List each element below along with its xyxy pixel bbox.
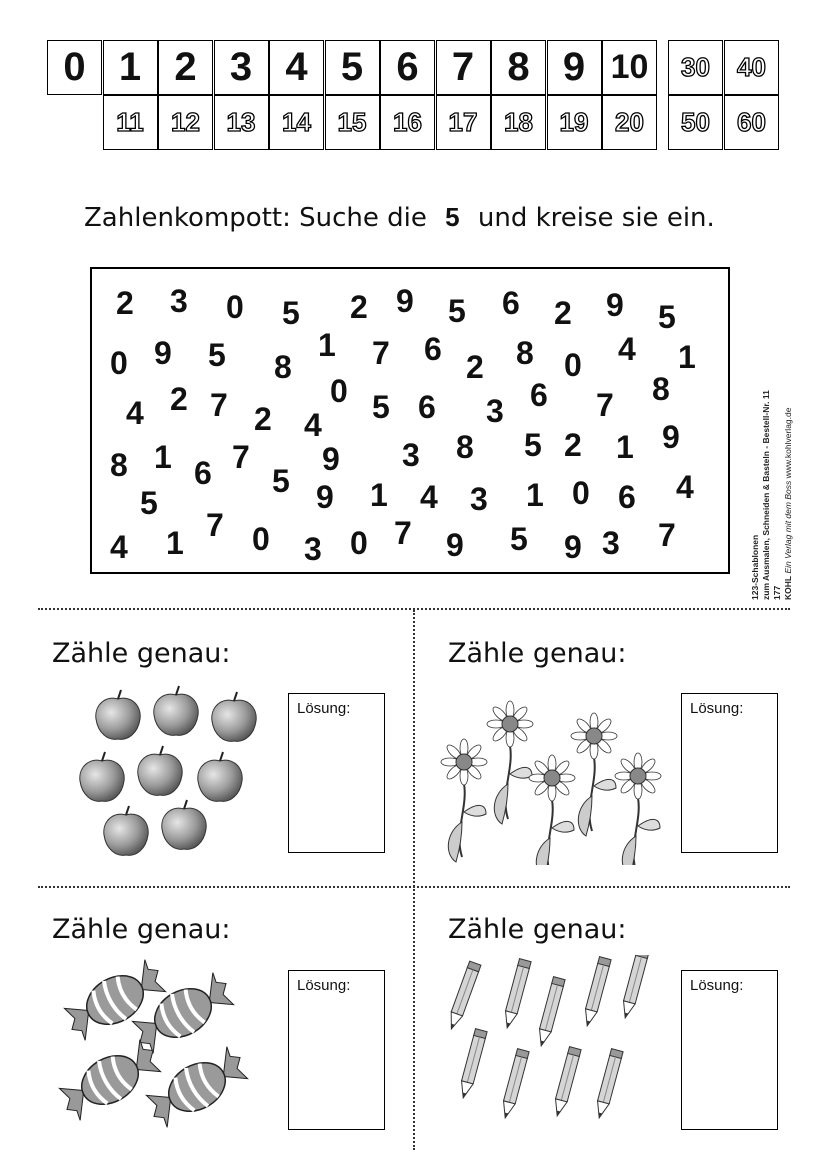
search-digit[interactable]: 5 (448, 293, 466, 329)
number-label: 7 (451, 45, 475, 89)
count-title-pencils: Zähle genau: (448, 914, 627, 945)
count-title-apples: Zähle genau: (52, 638, 231, 669)
search-digit[interactable]: 5 (272, 463, 290, 499)
search-digit[interactable]: 2 (170, 381, 188, 417)
number-label: 17 (448, 107, 478, 137)
search-digit[interactable]: 6 (502, 285, 520, 321)
number-label: 1 (118, 45, 142, 89)
search-digit[interactable]: 1 (318, 327, 336, 363)
number-label: 50 (681, 107, 710, 137)
search-digit[interactable]: 9 (396, 283, 414, 319)
number-cell-8 (491, 40, 546, 95)
search-digit[interactable]: 5 (140, 485, 158, 521)
number-label: 2 (174, 45, 197, 89)
search-digit[interactable]: 8 (456, 429, 474, 465)
search-digit[interactable]: 7 (394, 515, 412, 551)
search-digit[interactable]: 0 (330, 373, 348, 409)
search-digit[interactable]: 9 (446, 527, 464, 563)
search-digit[interactable]: 0 (226, 289, 244, 325)
answer-label: Lösung: (690, 977, 744, 994)
digit-search-box (90, 267, 730, 574)
search-digit[interactable]: 9 (606, 287, 624, 323)
search-digit[interactable]: 9 (154, 335, 172, 371)
number-label: 13 (226, 107, 256, 137)
search-digit[interactable]: 4 (676, 469, 694, 505)
flowers-icon (438, 700, 678, 865)
task-sentence (84, 202, 764, 233)
number-label: 19 (559, 107, 589, 137)
number-label: 60 (737, 107, 766, 137)
number-label: 15 (337, 107, 367, 137)
search-digit[interactable]: 0 (572, 475, 590, 511)
number-label: 16 (393, 107, 422, 137)
number-label: 14 (282, 107, 311, 137)
search-digit[interactable]: 7 (596, 387, 614, 423)
publisher-tagline: Ein Verlag mit dem Boss (783, 480, 793, 574)
task-suffix: und kreise sie ein. (477, 203, 715, 233)
publisher-brand: KOHL (783, 575, 793, 600)
search-digit[interactable]: 8 (274, 349, 292, 385)
answer-box-pencils[interactable] (681, 970, 778, 1130)
search-digit[interactable]: 5 (372, 389, 390, 425)
number-cell-3 (214, 40, 269, 95)
search-digit[interactable]: 1 (616, 429, 634, 465)
answer-label: Lösung: (690, 700, 744, 717)
number-label: 4 (285, 45, 308, 89)
publisher-note (750, 385, 793, 600)
number-cell-40 (724, 40, 779, 95)
search-digit[interactable]: 1 (526, 477, 544, 513)
search-digit[interactable]: 7 (372, 335, 390, 371)
number-cell-4 (269, 40, 324, 95)
number-label: 6 (396, 45, 419, 89)
publisher-line1: 123-Schablonen (750, 534, 760, 600)
search-digit[interactable]: 6 (418, 389, 436, 425)
apples-icon (70, 685, 270, 860)
search-digit[interactable]: 2 (116, 285, 134, 321)
number-cell-13 (214, 95, 269, 150)
number-label: 3 (229, 45, 253, 89)
publisher-line2: zum Ausmalen, Schneiden & Basteln - Bestell-Nr. 11 177 (761, 390, 782, 600)
search-digit[interactable]: 6 (424, 331, 442, 367)
search-digit[interactable]: 8 (652, 371, 670, 407)
number-label: 8 (507, 45, 530, 89)
number-cell-12 (158, 95, 213, 150)
search-digit[interactable]: 9 (564, 529, 582, 565)
search-digit[interactable]: 1 (166, 525, 184, 561)
search-digit[interactable]: 7 (232, 439, 250, 475)
search-digit[interactable]: 0 (252, 521, 270, 557)
number-cell-2 (158, 40, 213, 95)
search-digit[interactable]: 3 (402, 437, 420, 473)
search-digit[interactable]: 1 (154, 439, 172, 475)
number-cell-5 (325, 40, 380, 95)
search-digit[interactable]: 6 (618, 479, 636, 515)
number-label: 20 (615, 107, 644, 137)
search-digit[interactable]: 3 (486, 393, 504, 429)
answer-box-candies[interactable] (288, 970, 385, 1130)
search-digit[interactable]: 5 (208, 337, 226, 373)
search-digit[interactable]: 3 (470, 481, 488, 517)
task-prefix: Zahlenkompott: Suche die (84, 203, 427, 233)
search-digit[interactable]: 7 (658, 517, 676, 553)
search-digit[interactable]: 5 (510, 521, 528, 557)
count-title-candies: Zähle genau: (52, 914, 231, 945)
number-cell-6 (380, 40, 435, 95)
number-label: 0 (63, 45, 86, 89)
number-label: 12 (171, 107, 200, 137)
number-cell-19 (547, 95, 602, 150)
number-cell-15 (325, 95, 380, 150)
search-digit[interactable]: 9 (662, 419, 680, 455)
number-label: 9 (562, 45, 586, 89)
search-digit[interactable]: 3 (304, 531, 322, 567)
search-digit[interactable]: 4 (618, 331, 636, 367)
number-cell-1 (103, 40, 158, 95)
number-cell-0 (47, 40, 102, 95)
number-label: 18 (504, 107, 533, 137)
search-digit[interactable]: 2 (350, 289, 368, 325)
number-cell-60 (724, 95, 779, 150)
search-digit[interactable]: 0 (350, 525, 368, 561)
number-cell-30 (668, 40, 723, 95)
search-digit[interactable]: 5 (524, 427, 542, 463)
task-target-digit: 5 (445, 202, 460, 232)
search-digit[interactable]: 4 (304, 407, 322, 443)
number-label: 5 (340, 45, 364, 89)
number-label: 30 (681, 52, 710, 82)
search-digit[interactable]: 3 (602, 525, 620, 561)
search-digit[interactable]: 7 (210, 387, 228, 423)
search-digit[interactable]: 5 (282, 295, 300, 331)
number-cell-20 (602, 95, 657, 150)
search-digit[interactable]: 5 (658, 299, 676, 335)
count-title-flowers: Zähle genau: (448, 638, 627, 669)
search-digit[interactable]: 1 (678, 339, 696, 375)
search-digit[interactable]: 0 (564, 347, 582, 383)
search-digit[interactable]: 1 (370, 477, 388, 513)
search-digit[interactable]: 9 (322, 441, 340, 477)
number-cell-9 (547, 40, 602, 95)
number-label: 40 (737, 52, 766, 82)
number-label: 11 (116, 107, 144, 137)
answer-label: Lösung: (297, 700, 351, 717)
search-digit[interactable]: 6 (194, 455, 212, 491)
search-digit[interactable]: 9 (316, 479, 334, 515)
number-cell-7 (436, 40, 491, 95)
search-digit[interactable]: 2 (466, 349, 484, 385)
answer-box-flowers[interactable] (681, 693, 778, 853)
search-digit[interactable]: 3 (170, 283, 188, 319)
search-digit[interactable]: 8 (516, 335, 534, 371)
search-digit[interactable]: 4 (110, 529, 128, 565)
answer-box-apples[interactable] (288, 693, 385, 853)
search-digit[interactable]: 8 (110, 447, 128, 483)
search-digit[interactable]: 2 (554, 295, 572, 331)
number-cell-14 (269, 95, 324, 150)
number-cell-10 (602, 40, 657, 95)
number-cell-11 (103, 95, 158, 150)
search-digit[interactable]: 6 (530, 377, 548, 413)
number-cell-18 (491, 95, 546, 150)
pencils-icon (438, 955, 668, 1135)
divider-vertical (413, 610, 415, 1150)
search-digit[interactable]: 7 (206, 507, 224, 543)
search-digit[interactable]: 4 (126, 395, 144, 431)
search-digit[interactable]: 2 (564, 427, 582, 463)
search-digit[interactable]: 0 (110, 345, 128, 381)
candies-icon (55, 955, 255, 1130)
answer-label: Lösung: (297, 977, 351, 994)
number-cell-17 (436, 95, 491, 150)
number-cell-16 (380, 95, 435, 150)
number-cell-50 (668, 95, 723, 150)
search-digit[interactable]: 2 (254, 401, 272, 437)
search-digit[interactable]: 4 (420, 479, 438, 515)
number-label: 10 (610, 48, 649, 86)
publisher-url: www.kohlverlag.de (783, 407, 793, 479)
